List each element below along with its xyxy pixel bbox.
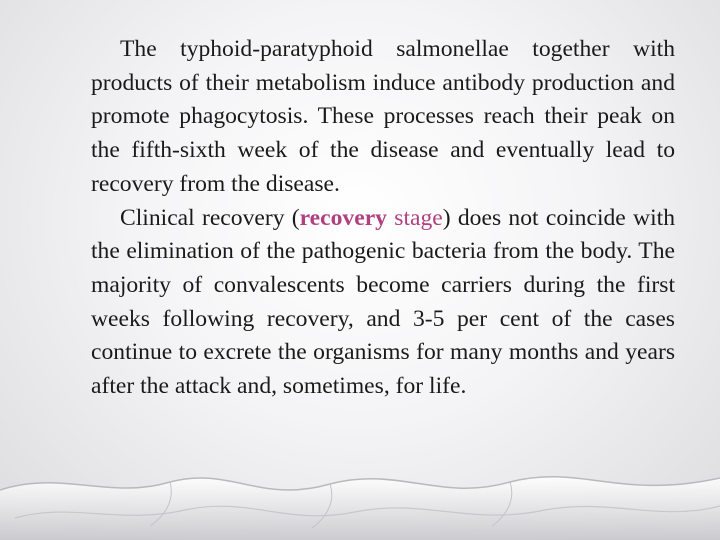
paragraph-1: The typhoid-paratyphoid salmonellae together with products of their metabolism induce antibody production and promote phagocytosis. These processes reach their peak on the fifth-sixth week of the disease and eventually lead to recovery from the disease.: [91, 36, 675, 197]
slide-text: [91, 33, 675, 404]
decorative-page-curls: [0, 430, 720, 540]
highlight-stage: stage: [394, 204, 443, 231]
highlight-recovery: recovery: [299, 204, 387, 231]
paragraph-2-rest: ) does not coincide with the elimination of the pathogenic bacteria from the body. The majority of convalescents become carriers during the first weeks following recovery, and 3-5 per cent of the cases continue to excrete the organisms for many months and years after the attack and, sometimes, for life.: [91, 204, 675, 400]
paragraph-2: [91, 202, 675, 404]
paragraph-2-start: Clinical recovery (: [120, 204, 300, 231]
